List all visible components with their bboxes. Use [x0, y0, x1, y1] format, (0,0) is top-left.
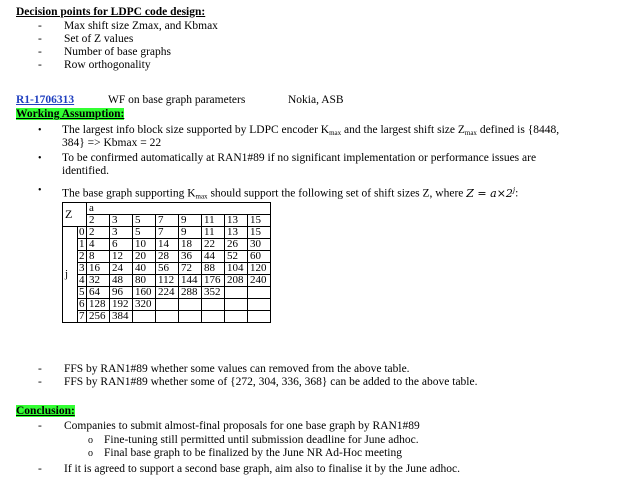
shift-value-cell	[179, 311, 202, 323]
table-row	[63, 203, 271, 215]
a-value-cell: 3	[110, 215, 133, 227]
j-index-cell: 0	[79, 226, 85, 238]
shift-value-cell: 104	[225, 263, 248, 275]
table-row	[63, 311, 271, 323]
shift-value-cell: 7	[156, 227, 179, 239]
shift-value-cell	[156, 299, 179, 311]
shift-value-cell: 384	[110, 311, 133, 323]
shift-value-cell	[248, 299, 271, 311]
wf-title: WF on base graph parameters	[108, 94, 246, 106]
a-value-cell: 2	[87, 215, 110, 227]
conclusion-list-2	[38, 463, 460, 476]
shift-value-cell: 96	[110, 287, 133, 299]
shift-value-cell: 128	[87, 299, 110, 311]
shift-value-cell: 52	[225, 251, 248, 263]
working-assumption-heading: Working Assumption:	[16, 108, 125, 120]
shift-size-table	[62, 202, 271, 323]
table-row	[63, 287, 271, 299]
shift-value-cell: 176	[202, 275, 225, 287]
tdoc-link[interactable]: R1-1706313	[16, 94, 75, 106]
shift-value-cell: 3	[110, 227, 133, 239]
j-index-cell: 5	[79, 286, 85, 298]
a-value-cell: 13	[225, 215, 248, 227]
shift-value-cell: 56	[156, 263, 179, 275]
table-row	[63, 227, 271, 239]
shift-value-cell	[225, 311, 248, 323]
shift-value-cell	[156, 311, 179, 323]
shift-value-cell	[202, 311, 225, 323]
table-corner-z: Z	[63, 203, 87, 227]
shift-value-cell: 60	[248, 251, 271, 263]
shift-value-cell: 120	[248, 263, 271, 275]
shift-value-cell: 208	[225, 275, 248, 287]
shift-value-cell: 6	[110, 239, 133, 251]
table-row	[63, 239, 271, 251]
shift-value-cell: 240	[248, 275, 271, 287]
shift-value-cell	[179, 299, 202, 311]
shift-value-cell	[225, 287, 248, 299]
shift-value-cell: 288	[179, 287, 202, 299]
conclusion-heading: Conclusion:	[16, 405, 75, 417]
shift-value-cell: 14	[156, 239, 179, 251]
shift-value-cell: 192	[110, 299, 133, 311]
list-item: - Companies to submit almost-final proposals for one base graph by RAN1#89	[38, 420, 420, 432]
list-item: - FFS by RAN1#89 whether some of {272, 304, 336, 368} can be added to the above table.	[38, 376, 478, 388]
a-value-cell: 15	[248, 215, 271, 227]
list-item: - Row orthogonality	[38, 59, 151, 71]
list-item: - If it is agreed to support a second base graph, aim also to finalise it by the June adhoc.	[38, 463, 461, 475]
shift-value-cell: 22	[202, 239, 225, 251]
shift-value-cell: 28	[156, 251, 179, 263]
shift-value-cell: 4	[87, 239, 110, 251]
table-row	[63, 263, 271, 275]
shift-value-cell: 36	[179, 251, 202, 263]
shift-value-cell: 352	[202, 287, 225, 299]
shift-value-cell: 40	[133, 263, 156, 275]
shift-value-cell: 72	[179, 263, 202, 275]
shift-value-cell: 16	[87, 263, 110, 275]
shift-formula: $Z = a\times 2^j$	[466, 186, 516, 200]
a-value-cell: 5	[133, 215, 156, 227]
decision-list	[38, 20, 218, 72]
shift-value-cell: 15	[248, 227, 271, 239]
j-label: j	[63, 227, 78, 323]
shift-value-cell: 160	[133, 287, 156, 299]
shift-value-cell: 48	[110, 275, 133, 287]
shift-value-cell	[202, 299, 225, 311]
list-item: - Set of Z values	[38, 33, 134, 45]
shift-value-cell	[248, 311, 271, 323]
shift-value-cell	[248, 287, 271, 299]
list-item: o Fine-tuning still permitted until submission deadline for June adhoc.	[88, 434, 419, 446]
shift-value-cell: 24	[110, 263, 133, 275]
shift-value-cell	[133, 311, 156, 323]
shift-value-cell: 88	[202, 263, 225, 275]
shift-value-cell: 320	[133, 299, 156, 311]
j-index-cell: 6	[79, 298, 85, 310]
wf-source: Nokia, ASB	[288, 94, 344, 106]
j-index-cell: 7	[79, 310, 85, 322]
table-row	[63, 275, 271, 287]
shift-value-cell: 11	[202, 227, 225, 239]
j-index-cell: 2	[79, 250, 85, 262]
shift-value-cell: 112	[156, 275, 179, 287]
table-row	[63, 215, 271, 227]
shift-value-cell: 80	[133, 275, 156, 287]
j-index-cell: 1	[79, 238, 85, 250]
shift-value-cell: 12	[110, 251, 133, 263]
j-index-cell: 4	[79, 274, 85, 286]
a-value-cell: 11	[202, 215, 225, 227]
list-item: o Final base graph to be finalized by the June NR Ad-Hoc meeting	[88, 447, 402, 459]
working-assumption-list	[36, 124, 559, 200]
j-index-cell: 3	[79, 262, 85, 274]
shift-value-cell: 18	[179, 239, 202, 251]
shift-value-cell	[225, 299, 248, 311]
a-header: a	[87, 203, 271, 215]
list-item: • To be confirmed automatically at RAN1#89 if no significant implementation or performance issues are identified.	[38, 152, 537, 177]
list-item: • The largest info block size supported by LDPC encoder $K_{max}$ and the largest shift size $Z_{max}$ defined is {8448, 384} => Kbmax = 22	[38, 124, 560, 149]
conclusion-sublist	[88, 434, 419, 460]
shift-value-cell: 26	[225, 239, 248, 251]
shift-value-cell: 8	[87, 251, 110, 263]
shift-value-cell: 30	[248, 239, 271, 251]
shift-value-cell: 9	[179, 227, 202, 239]
shift-value-cell: 5	[133, 227, 156, 239]
shift-value-cell: 64	[87, 287, 110, 299]
shift-value-cell: 44	[202, 251, 225, 263]
list-item: - Max shift size Zmax, and Kbmax	[38, 20, 218, 32]
shift-value-cell: 144	[179, 275, 202, 287]
list-item: - FFS by RAN1#89 whether some values can removed from the above table.	[38, 363, 410, 375]
shift-value-cell: 10	[133, 239, 156, 251]
shift-value-cell: 32	[87, 275, 110, 287]
shift-value-cell: 256	[87, 311, 110, 323]
shift-value-cell: 2	[87, 227, 110, 239]
table-row	[63, 251, 271, 263]
list-item: - Number of base graphs	[38, 46, 171, 58]
shift-value-cell: 224	[156, 287, 179, 299]
a-value-cell: 7	[156, 215, 179, 227]
table-row	[63, 299, 271, 311]
shift-value-cell: 20	[133, 251, 156, 263]
shift-value-cell: 13	[225, 227, 248, 239]
list-item: • The base graph supporting $K_{max}$ should support the following set of shift sizes Z, where $Z = a\times 2^j$:	[38, 185, 519, 201]
decision-heading: Decision points for LDPC code design:	[16, 6, 206, 18]
a-value-cell: 9	[179, 215, 202, 227]
conclusion-list	[38, 420, 420, 433]
ffs-list	[38, 363, 477, 389]
